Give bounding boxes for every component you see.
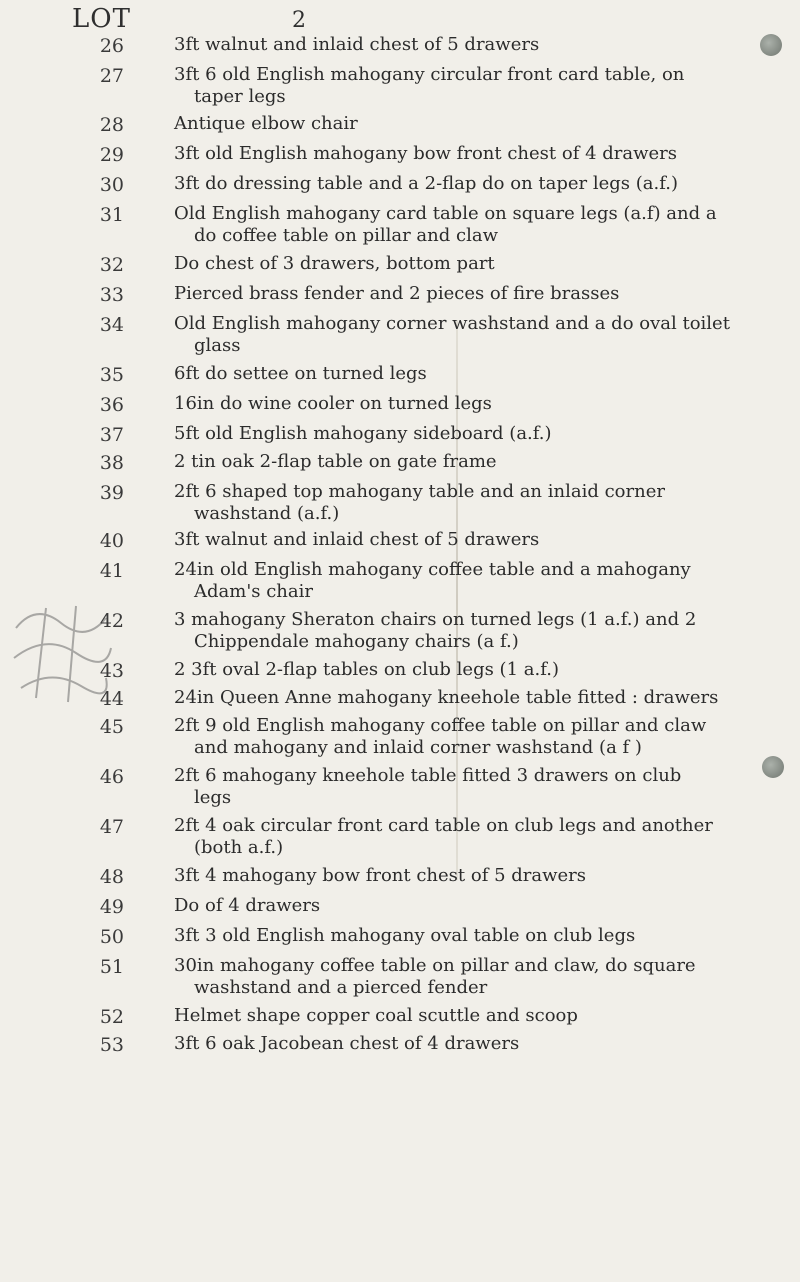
lot-description: 24in Queen Anne mahogany kneehole table fitted : drawers <box>174 687 719 708</box>
lot-description: taper legs <box>194 86 286 107</box>
lot-number: 37 <box>99 424 124 446</box>
lot-description: 2 tin oak 2-flap table on gate frame <box>174 451 497 472</box>
lot-description: 3 mahogany Sheraton chairs on turned legs (1 a.f.) and 2 <box>174 609 697 630</box>
lot-number: 39 <box>99 482 124 504</box>
lot-number: 38 <box>99 452 124 474</box>
lot-number: 28 <box>99 114 124 136</box>
lot-description: 6ft do settee on turned legs <box>174 363 427 384</box>
lot-description: 3ft 6 old English mahogany circular front card table, on <box>174 64 685 85</box>
lot-number: 34 <box>99 314 124 336</box>
lot-description: 3ft walnut and inlaid chest of 5 drawers <box>174 529 540 550</box>
lot-description: Antique elbow chair <box>174 113 358 134</box>
lot-description: (both a.f.) <box>194 837 284 858</box>
lot-description: 2 3ft oval 2-flap tables on club legs (1 a.f.) <box>174 659 559 680</box>
lot-description: 30in mahogany coffee table on pillar and claw, do square <box>174 955 696 976</box>
lot-description: and mahogany and inlaid corner washstand (a f ) <box>194 737 642 758</box>
lot-number: 43 <box>99 660 124 682</box>
lot-number: 52 <box>99 1006 124 1028</box>
lot-description: 2ft 6 shaped top mahogany table and an inlaid corner <box>174 481 665 502</box>
binder-hole-bottom <box>762 756 784 778</box>
lot-description: 3ft do dressing table and a 2-flap do on taper legs (a.f.) <box>174 173 678 194</box>
lot-number: 31 <box>99 204 124 226</box>
lot-description: Do chest of 3 drawers, bottom part <box>174 253 495 274</box>
lot-number: 33 <box>99 284 124 306</box>
lot-description: 2ft 4 oak circular front card table on club legs and another <box>174 815 713 836</box>
lot-description: 24in old English mahogany coffee table and a mahogany <box>174 559 691 580</box>
lot-number: 48 <box>99 866 124 888</box>
lot-number: 32 <box>99 254 124 276</box>
lot-description: 3ft 6 oak Jacobean chest of 4 drawers <box>174 1033 520 1054</box>
lot-number: 47 <box>99 816 124 838</box>
lot-description: 3ft walnut and inlaid chest of 5 drawers <box>174 34 540 55</box>
lot-number: 46 <box>99 766 124 788</box>
binder-hole-top <box>760 34 782 56</box>
lot-description: 5ft old English mahogany sideboard (a.f.) <box>174 423 552 444</box>
lot-description: Chippendale mahogany chairs (a f.) <box>194 631 519 652</box>
lot-number: 36 <box>99 394 124 416</box>
lot-description: washstand (a.f.) <box>194 503 340 524</box>
lot-description: 3ft 3 old English mahogany oval table on club legs <box>174 925 636 946</box>
lot-number: 35 <box>99 364 124 386</box>
page-number: 2 <box>292 8 306 33</box>
lot-description: 3ft old English mahogany bow front chest of 4 drawers <box>174 143 678 164</box>
lot-number: 27 <box>99 65 124 87</box>
lot-description: Old English mahogany corner washstand and a do oval toilet <box>174 313 730 334</box>
lot-number: 26 <box>99 35 124 57</box>
lot-number: 51 <box>99 956 124 978</box>
lot-description: Adam's chair <box>194 581 313 602</box>
lot-description: Do of 4 drawers <box>174 895 321 916</box>
lot-description: 16in do wine cooler on turned legs <box>174 393 492 414</box>
lot-description: washstand and a pierced fender <box>194 977 488 998</box>
lot-description: do coffee table on pillar and claw <box>194 225 498 246</box>
lot-number: 29 <box>99 144 124 166</box>
lot-number: 50 <box>99 926 124 948</box>
lot-description: 2ft 9 old English mahogany coffee table on pillar and claw <box>174 715 707 736</box>
lot-number: 49 <box>99 896 124 918</box>
lot-description: glass <box>194 335 241 356</box>
lot-description: 2ft 6 mahogany kneehole table fitted 3 drawers on club <box>174 765 682 786</box>
lot-number: 42 <box>99 610 124 632</box>
lot-number: 40 <box>99 530 124 552</box>
lot-number: 30 <box>99 174 124 196</box>
lot-description: Old English mahogany card table on square legs (a.f) and a <box>174 203 717 224</box>
lot-number: 41 <box>99 560 124 582</box>
lot-description: Helmet shape copper coal scuttle and scoop <box>174 1005 578 1026</box>
lot-column-heading: LOT <box>72 4 131 34</box>
lot-number: 45 <box>99 716 124 738</box>
lot-description: legs <box>194 787 232 808</box>
lot-number: 53 <box>99 1034 124 1056</box>
lot-number: 44 <box>99 688 124 710</box>
lot-description: Pierced brass fender and 2 pieces of fire brasses <box>174 283 620 304</box>
lot-description: 3ft 4 mahogany bow front chest of 5 drawers <box>174 865 587 886</box>
